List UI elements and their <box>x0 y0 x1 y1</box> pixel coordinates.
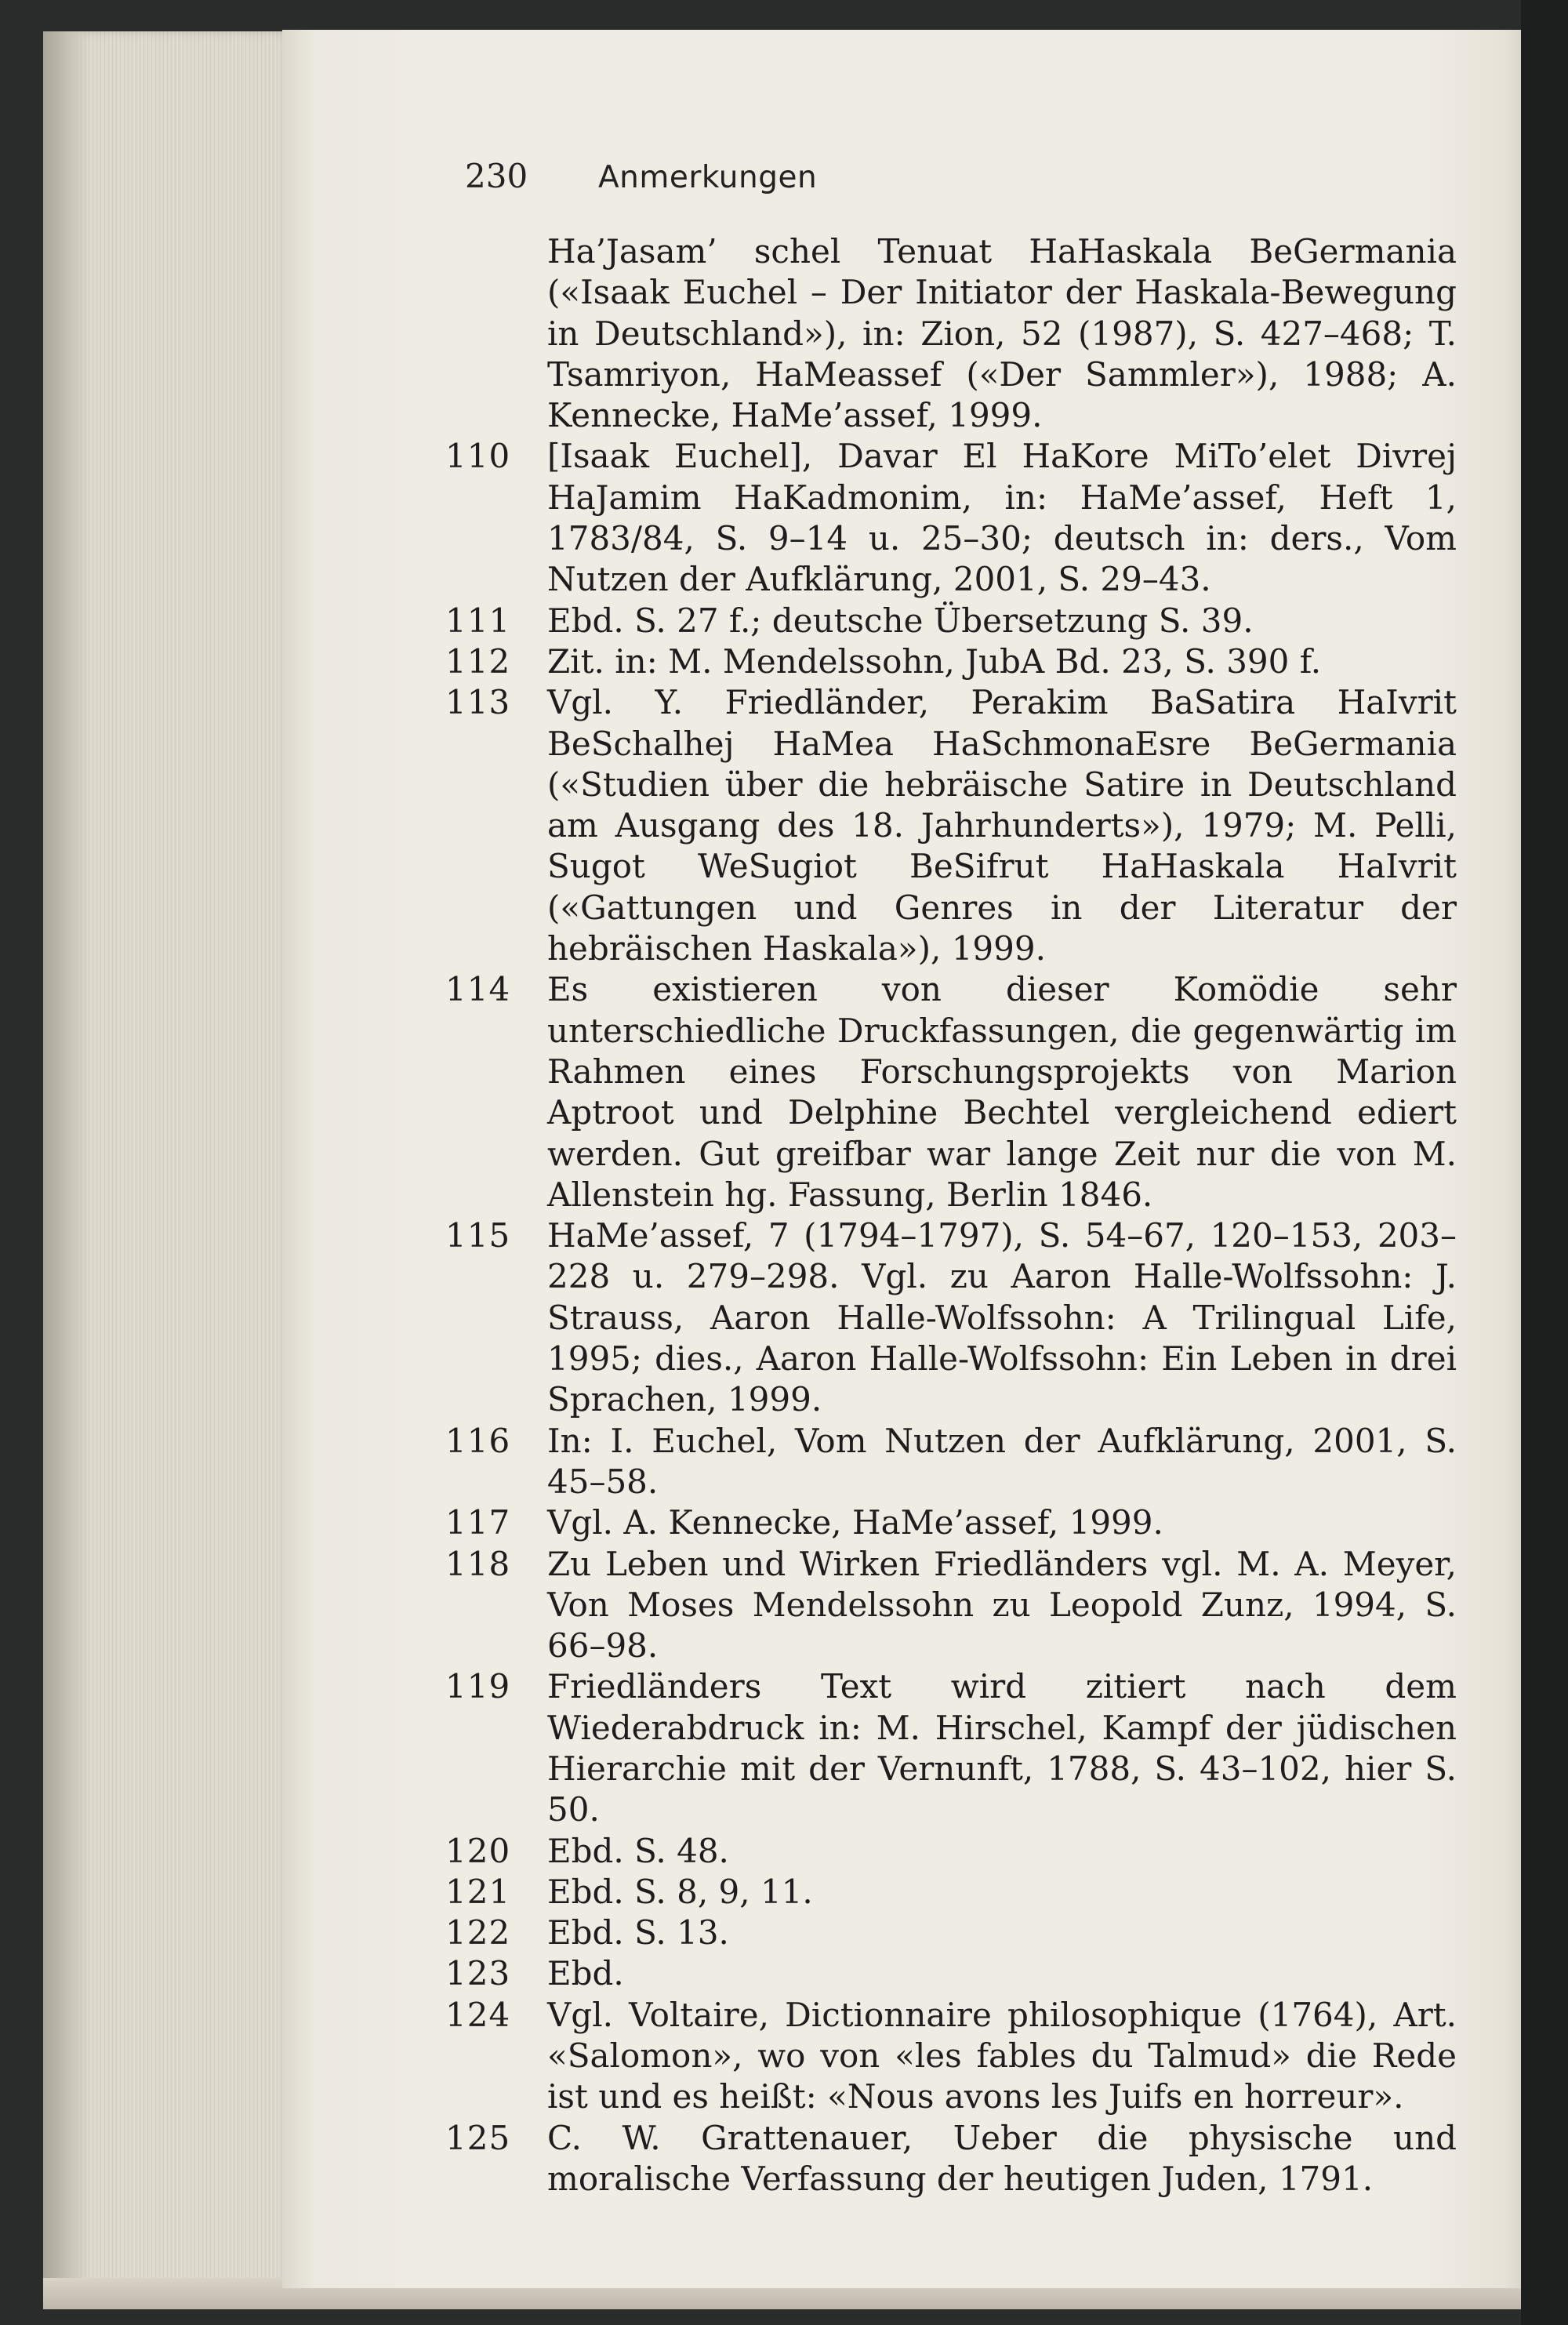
endnote <box>445 1502 1457 1543</box>
endnote-number: 116 <box>445 1421 511 1460</box>
endnote <box>445 2118 1457 2200</box>
endnote-number: 121 <box>445 1872 511 1911</box>
endnote-number: 110 <box>445 437 511 476</box>
endnote <box>445 1953 1457 1994</box>
endnote-number: 112 <box>445 641 511 681</box>
endnote-text: Ebd. S. 48. <box>547 1831 729 1870</box>
endnote <box>445 1666 1457 1830</box>
endnote <box>445 1215 1457 1420</box>
background-edge <box>1521 0 1568 2325</box>
endnote-number: 123 <box>445 1954 511 1993</box>
endnote <box>445 436 1457 600</box>
endnote-number: 113 <box>445 683 511 722</box>
endnote-number: 117 <box>445 1503 511 1542</box>
endnote-text: Vgl. Y. Friedländer, Perakim BaSatira HaIvrit BeSchalhej HaMea HaSchmonaEsre BeGermania («Studien über die hebräische Satire in Deutschland am Ausgang des 18. Jahrhunderts»), 1979; M. Pelli, Sugot WeSugiot BeSifrut HaHaskala HaIvrit («Gattungen und Genres in der Literatur der hebräischen Haskala»), 1999. <box>547 683 1457 968</box>
endnote <box>445 969 1457 1215</box>
endnote-number: 118 <box>445 1544 511 1583</box>
endnote-text: Ebd. S. 27 f.; deutsche Übersetzung S. 39. <box>547 601 1254 640</box>
endnote-number: 120 <box>445 1831 511 1870</box>
page-edges <box>43 31 294 2305</box>
endnote-text: Zit. in: M. Mendelssohn, JubA Bd. 23, S. 390 f. <box>547 641 1322 681</box>
endnote-number: 115 <box>445 1216 511 1255</box>
endnote-text: Ha’Jasam’ schel Tenuat HaHaskala BeGermania («Isaak Euchel – Der Initiator der Haskala-Bewegung in Deutschland»), in: Zion, 52 (1987), S. 427–468; T. Tsamriyon, HaMeassef («Der Sammler»), 1988; A. Kennecke, HaMe’assef, 1999. <box>547 232 1457 435</box>
running-head <box>465 157 817 195</box>
endnote-text: C. W. Grattenauer, Ueber die physische und moralische Verfassung der heutigen Juden, 1791. <box>547 2118 1457 2198</box>
endnote-text: Ebd. S. 13. <box>547 1913 729 1953</box>
endnote-number: 119 <box>445 1667 511 1706</box>
endnote-number: 111 <box>445 601 511 640</box>
endnote-text: Ebd. S. 8, 9, 11. <box>547 1872 813 1911</box>
endnote-text: Zu Leben und Wirken Friedländers vgl. M. A. Meyer, Von Moses Mendelssohn zu Leopold Zunz, 1994, S. 66–98. <box>547 1544 1457 1666</box>
endnote-number: 124 <box>445 1995 511 2034</box>
endnote <box>445 1995 1457 2118</box>
endnote <box>445 682 1457 969</box>
endnote-text: [Isaak Euchel], Davar El HaKore MiTo’elet Divrej HaJamim HaKadmonim, in: HaMe’assef, Heft 1, 1783/84, S. 9–14 u. 25–30; deutsch in: ders., Vom Nutzen der Aufklärung, 2001, S. 29–43. <box>547 437 1457 599</box>
endnote <box>445 231 1457 436</box>
page-title: Anmerkungen <box>598 160 818 195</box>
endnote-text: HaMe’assef, 7 (1794–1797), S. 54–67, 120–153, 203–228 u. 279–298. Vgl. zu Aaron Halle-Wolfssohn: J. Strauss, Aaron Halle-Wolfssohn: A Trilingual Life, 1995; dies., Aaron Halle-Wolfssohn: Ein Leben in drei Sprachen, 1999. <box>547 1216 1457 1419</box>
endnote <box>445 1831 1457 1872</box>
endnote-text: Friedländers Text wird zitiert nach dem Wiederabdruck in: M. Hirschel, Kampf der jüdischen Hierarchie mit der Vernunft, 1788, S. 43–102, hier S. 50. <box>547 1667 1457 1829</box>
endnote <box>445 1872 1457 1913</box>
endnote-text: In: I. Euchel, Vom Nutzen der Aufklärung, 2001, S. 45–58. <box>547 1421 1457 1501</box>
endnote-text: Vgl. A. Kennecke, HaMe’assef, 1999. <box>547 1503 1163 1542</box>
endnote-text: Vgl. Voltaire, Dictionnaire philosophique (1764), Art. «Salomon», wo von «les fables du Talmud» die Rede ist und es heißt: «Nous avons les Juifs en horreur». <box>547 1995 1457 2116</box>
endnote-text: Es existieren von dieser Komödie sehr unterschiedliche Druckfassungen, die gegenwärtig im Rahmen eines Forschungsprojekts von Marion Aptroot und Delphine Bechtel vergleichend ediert werden. Gut greifbar war lange Zeit nur die von M. Allenstein hg. Fassung, Berlin 1846. <box>547 970 1457 1214</box>
endnote <box>445 1421 1457 1503</box>
endnote-number: 122 <box>445 1913 511 1953</box>
endnote <box>445 601 1457 641</box>
endnote-number: 114 <box>445 970 511 1009</box>
page-number: 230 <box>465 157 528 195</box>
endnote-text: Ebd. <box>547 1954 624 1993</box>
endnotes-list <box>445 231 1457 2200</box>
endnote <box>445 641 1457 682</box>
endnote <box>445 1544 1457 1667</box>
endnote <box>445 1913 1457 1953</box>
endnote-number: 125 <box>445 2118 511 2157</box>
